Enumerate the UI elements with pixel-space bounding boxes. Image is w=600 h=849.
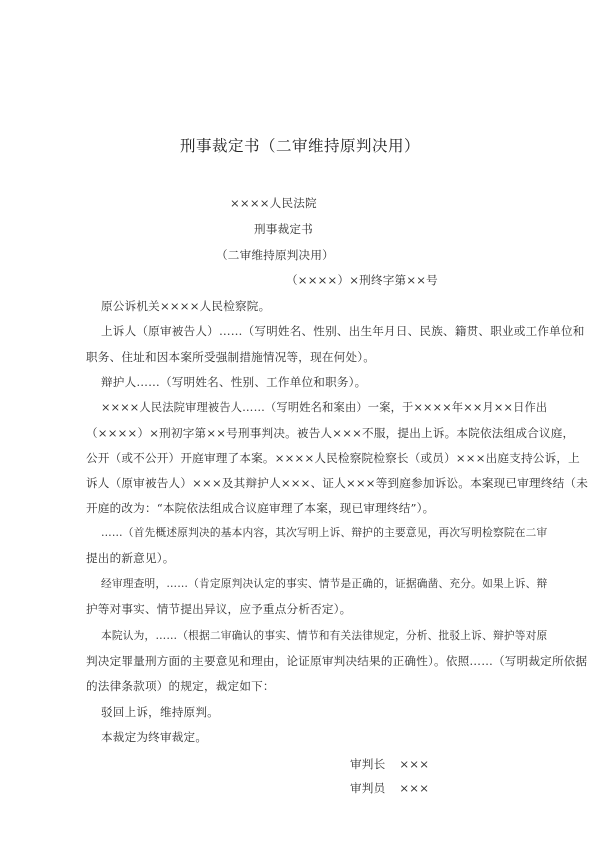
trial-line-3: 公开（或不公开）开庭审理了本案。××××人民检察院检察长（或员）×××出庭支持公诉，上 xyxy=(86,451,580,465)
trial-line-5: 开庭的改为：“本院依法组成合议庭审理了本案，现已审理终结”）。 xyxy=(86,501,435,515)
facts-line-1: 经审理查明，……（肯定原判决认定的事实、情节是正确的，证据确凿、充分。如果上诉、辩 xyxy=(101,577,548,590)
appellant-line-2: 职务、住址和因本案所受强制措施情况等，现在何处）。 xyxy=(86,350,376,364)
signature-role: 审判长 xyxy=(350,757,386,771)
facts-line-2: 护等对事实、情节提出异议，应予重点分析否定）。 xyxy=(86,602,352,616)
signature-role: 审判员 xyxy=(350,781,386,795)
reasoning-line-1: 本院认为，……（根据二审确认的事实、情节和有关法律规定，分析、批驳上诉、辩护等对原 xyxy=(101,629,548,642)
reasoning-line-3: 的法律条款项）的规定，裁定如下： xyxy=(86,679,275,693)
prosecutor-line: 原公诉机关××××人民检察院。 xyxy=(101,299,271,313)
signature-name: ××× xyxy=(399,757,430,771)
document-type: 刑事裁定书 xyxy=(254,222,313,236)
final-line: 本裁定为终审裁定。 xyxy=(101,730,208,744)
trial-line-2: （××××）×刑初字第××号刑事判决。被告人×××不服，提出上诉。本院依法组成合议庭， xyxy=(86,426,575,440)
signature-name: ××× xyxy=(399,781,430,795)
signature-judge xyxy=(350,780,429,796)
trial-line-1: ××××人民法院审理被告人……（写明姓名和案由）一案，于××××年××月××日作出 xyxy=(101,401,548,414)
signature-chief-judge xyxy=(350,756,429,772)
summary-line-2: 提出的新意见）。 xyxy=(86,551,175,565)
appellant-line-1: 上诉人（原审被告人）……（写明姓名、性别、出生年月日、民族、籍贯、职业或工作单位和 xyxy=(101,324,585,338)
defender-line: 辩护人……（写明姓名、性别、工作单位和职务）。 xyxy=(101,375,367,389)
document-subtitle: （二审维持原判决用） xyxy=(216,248,334,262)
case-number: （××××）×刑终字第××号 xyxy=(286,273,438,287)
trial-line-4: 诉人（原审被告人）×××及其辩护人×××、证人×××等到庭参加诉讼。本案现已审理终结（未 xyxy=(86,476,589,490)
court-name: ××××人民法院 xyxy=(230,196,317,210)
document-title: 刑事裁定书（二审维持原判决用） xyxy=(179,137,420,155)
summary-line-1: ……（首先概述原判决的基本内容，其次写明上诉、辩护的主要意见，再次写明检察院在二审 xyxy=(101,526,548,539)
reasoning-line-2: 判决定罪量刑方面的主要意见和理由，论证原审判决结果的正确性）。依照……（写明裁定所依据 xyxy=(86,654,588,668)
ruling-line: 驳回上诉，维持原判。 xyxy=(101,705,219,719)
